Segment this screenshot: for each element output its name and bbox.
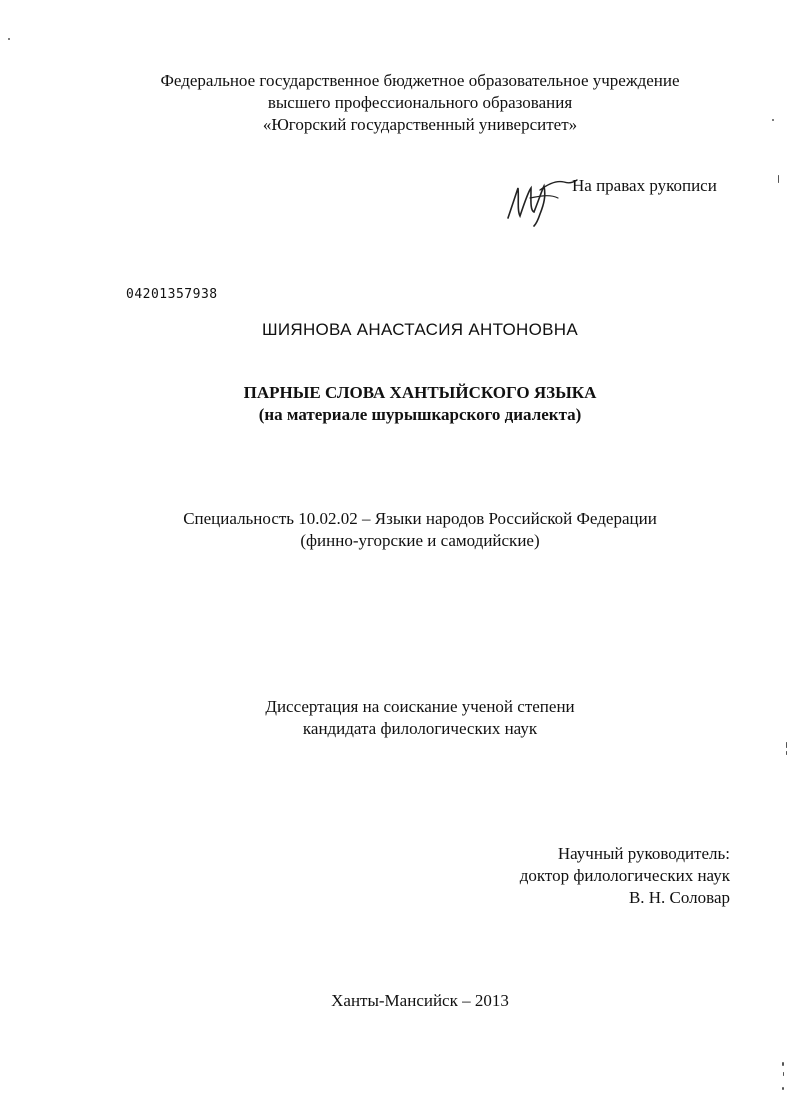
archive-number: 04201357938	[126, 287, 218, 302]
supervisor-line-3: В. Н. Соловар	[628, 888, 730, 907]
scan-speck	[782, 1062, 784, 1066]
thesis-title: ПАРНЫЕ СЛОВА ХАНТЫЙСКОГО ЯЗЫКА	[243, 383, 597, 402]
scan-speck	[8, 38, 10, 40]
author-name: ШИЯНОВА АНАСТАСИЯ АНТОНОВНА	[261, 320, 578, 339]
manuscript-rights-note: На правах рукописи	[572, 176, 717, 195]
specialty-line-2: (финно-угорские и самодийские)	[300, 531, 540, 550]
degree-line-1: Диссертация на соискание ученой степени	[265, 697, 575, 716]
scan-speck	[786, 751, 787, 755]
institution-line-3: «Югорский государственный университет»	[262, 115, 578, 134]
scan-speck	[772, 119, 774, 121]
scan-speck	[778, 175, 779, 183]
city-year	[0, 990, 793, 1012]
supervisor-line-2: доктор филологических наук	[519, 866, 730, 885]
thesis-title-block	[0, 382, 793, 426]
handwritten-signature	[500, 168, 578, 228]
specialty-line-1: Специальность 10.02.02 – Языки народов Российской Федерации	[183, 509, 657, 528]
supervisor-block	[520, 843, 730, 909]
scan-speck	[783, 1072, 784, 1076]
specialty-block	[0, 508, 793, 552]
institution-line-2: высшего профессионального образования	[267, 93, 573, 112]
scan-speck	[782, 1087, 784, 1090]
thesis-subtitle: (на материале шурышкарского диалекта)	[258, 405, 582, 424]
scan-speck	[786, 742, 787, 748]
degree-block	[0, 696, 793, 740]
institution-line-1: Федеральное государственное бюджетное образовательное учреждение	[160, 71, 680, 90]
author-block	[0, 319, 793, 341]
city-year-text: Ханты-Мансийск – 2013	[331, 991, 509, 1010]
degree-line-2: кандидата филологических наук	[302, 719, 538, 738]
institution-header	[0, 70, 793, 136]
supervisor-line-1: Научный руководитель:	[557, 844, 730, 863]
